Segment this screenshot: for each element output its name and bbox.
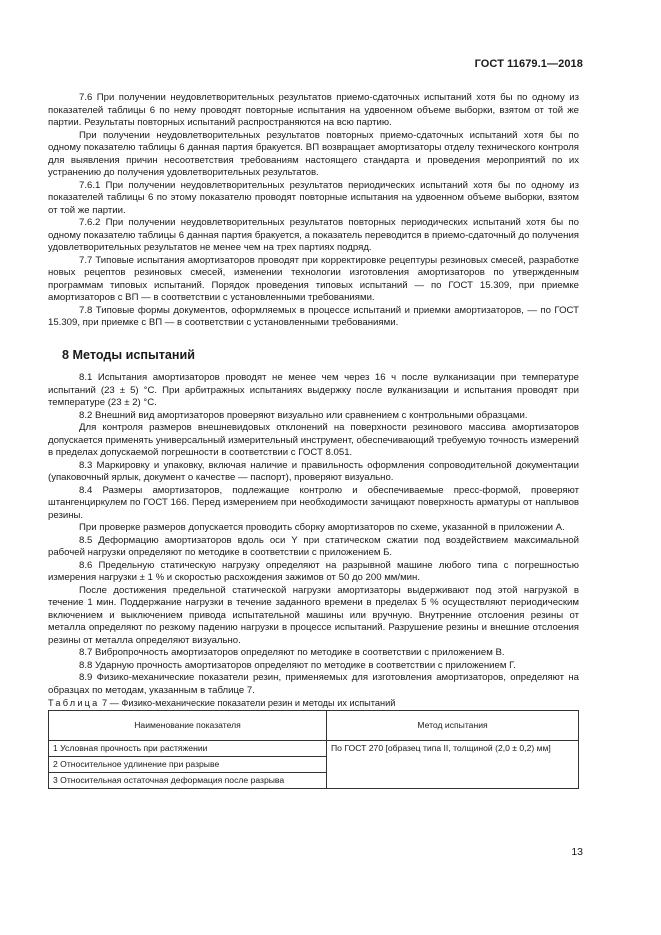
paragraph: 8.2 Внешний вид амортизаторов проверяют визуально или сравнением с контрольными образцами. <box>79 409 528 421</box>
page-number: 13 <box>571 846 583 858</box>
paragraph: 8.7 Вибропрочность амортизаторов определяют по методике в соответствии с приложением В. <box>79 647 505 658</box>
table-cell-indicator: 1 Условная прочность при растяжении <box>49 740 327 756</box>
column-header-method: Метод испытания <box>327 710 579 740</box>
table-cell-method: По ГОСТ 270 [образец типа II, толщиной (2,0 ± 0,2) мм] <box>327 740 579 788</box>
paragraph: При проверке размеров допускается проводить сборку амортизаторов по схеме, указанной в приложении А. <box>79 522 565 533</box>
paragraph: 8.5 Деформацию амортизаторов вдоль оси Y при статическом сжатии под воздействием максимальной рабочей нагрузки определяют по методике в соответствии с приложением Б. <box>48 534 579 558</box>
paragraph: 8.1 Испытания амортизаторов проводят не менее чем через 16 ч после вулканизации при температуре испытаний (23 ± 5) °С. При арбитражных испытаниях выдержку после вулканизации и испытания проводят при температуре (23 ± 2) °С. <box>48 372 579 408</box>
table-caption-text: 7 — Физико-механические показатели резин и методы их испытаний <box>102 698 396 708</box>
paragraph: 7.6.1 При получении неудовлетворительных результатов периодических испытаний хотя бы по одному из показателей таблицы 6 по этому показателю проводят повторные испытания на удвоенном объеме выборки, взятом от той же партии. <box>48 179 579 216</box>
paragraph: 7.7 Типовые испытания амортизаторов проводят при корректировке рецептуры резиновых смесей, разработке новых рецептов резиновых смесей, изменении технологии изготовления амортизаторов по утвержденным программам типовых испытаний. Порядок проведения типовых испытаний — по ГОСТ 15.309, при приемке амортизаторов с ВП — в соответствии с установленными требованиями. <box>48 254 579 303</box>
table-row <box>49 740 579 756</box>
paragraph: 8.4 Размеры амортизаторов, подлежащие контролю и обеспечиваемые пресс-формой, проверяют штангенциркулем по ГОСТ 166. Перед измерением при необходимости зачищают поверхность арматуры от наплывов резины. <box>48 484 579 521</box>
paragraph: При получении неудовлетворительных результатов повторных приемо-сдаточных испытаний хотя бы по одному показателю таблицы 6 данная партия бракуется. ВП возвращает амортизаторы отделу технического контроля для выявления причин несоответствия требованиям настоящего стандарта и проведения мероприятий по их устранению до получения удовлетворительных результатов. <box>48 129 579 178</box>
paragraph: 8.3 Маркировку и упаковку, включая наличие и правильность оформления сопроводительной документации (упаковочный ярлык, документ о качестве — паспорт), проверяют визуально. <box>48 459 579 483</box>
paragraph: 8.6 Предельную статическую нагрузку определяют на разрывной машине любого типа с погрешностью измерения нагрузки ± 1 % и скоростью расхождения зажимов от 50 до 200 мм/мин. <box>48 559 579 583</box>
table-cell-indicator: 3 Относительная остаточная деформация после разрыва <box>49 772 327 788</box>
table-caption <box>48 697 579 710</box>
document-code: ГОСТ 11679.1—2018 <box>474 58 583 70</box>
properties-table <box>48 710 579 789</box>
paragraph: 8.8 Ударную прочность амортизаторов определяют по методике в соответствии с приложением Г. <box>79 659 516 671</box>
paragraph: 7.8 Типовые формы документов, оформляемых в процессе испытаний и приемки амортизаторов, — по ГОСТ 15.309, при приемке с ВП — в соответствии с установленными требованиями. <box>48 304 579 328</box>
column-header-indicator: Наименование показателя <box>49 710 327 740</box>
table-caption-label: Таблица <box>48 698 100 708</box>
paragraph: 7.6 При получении неудовлетворительных результатов приемо-сдаточных испытаний хотя бы по одному из показателей таблицы 6 по нему проводят повторные испытания на удвоенном объеме выборки, взятом от той же партии. Результаты повторных испытаний распространяются на всю партию. <box>48 92 579 128</box>
table-cell-indicator: 2 Относительное удлинение при разрыве <box>49 756 327 772</box>
paragraph: 7.6.2 При получении неудовлетворительных результатов повторных периодических испытаний хотя бы по одному показателю таблицы 6 данная партия бракуется, а показатель переводится в приемо-сдаточный до получения удовлетворительных результатов не менее чем на трех партиях подряд. <box>48 217 579 253</box>
paragraph: 8.9 Физико-механические показатели резин, применяемых для изготовления амортизаторов, определяют на образцах по методам, указанным в таблице 7. <box>48 672 579 696</box>
section-heading: 8 Методы испытаний <box>62 347 195 362</box>
paragraph: Для контроля размеров внешневидовых отклонений на поверхности резинового массива амортизаторов допускается применять универсальный измерительный инструмент, обеспечивающий требуемую точность измерений в пределах допускаемой погрешности в соответствии с ГОСТ 8.051. <box>48 422 579 458</box>
paragraph: После достижения предельной статической нагрузки амортизаторы выдерживают под этой нагрузкой в течение 1 мин. Поддержание нагрузки в течение заданного времени в пределах 5 % осуществляют периодическим включением и выключением привода испытательной машины или вручную. Внутренние отслоения резины от металла определяют по резкому падению нагрузки в процессе испытаний. Разрушение резины и внешние отслоения резины от металла определяют визуально. <box>48 584 579 646</box>
table-header-row <box>49 710 579 740</box>
page-content <box>48 92 579 789</box>
